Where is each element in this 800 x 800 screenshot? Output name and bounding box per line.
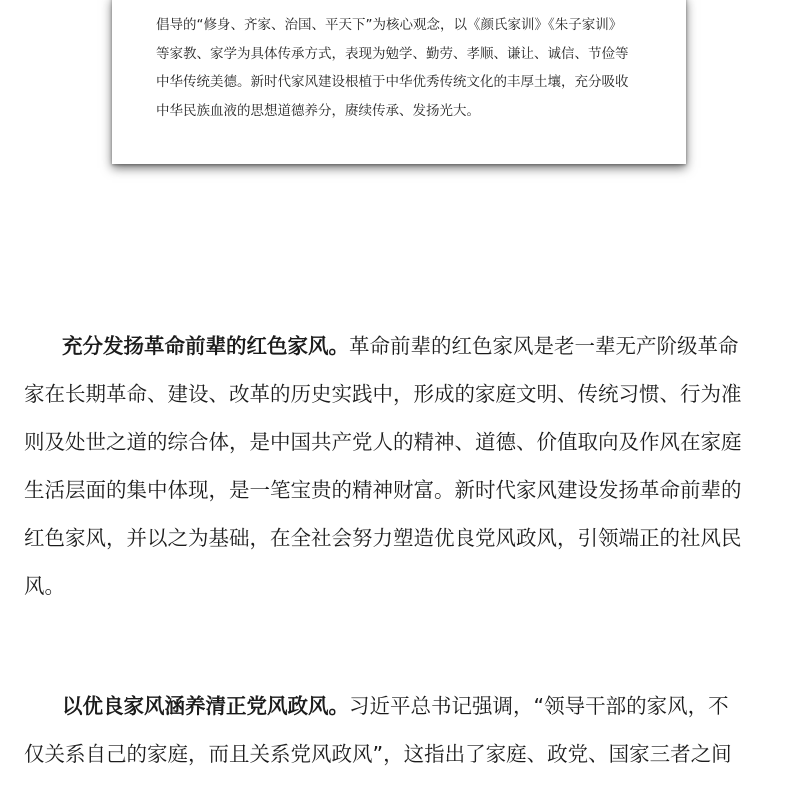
paragraph-first-line [24, 682, 784, 730]
paragraph-red-family-style [24, 322, 784, 610]
card-line: 中华民族血液的思想道德养分，赓续传承、发扬光大。 [156, 102, 480, 119]
paragraph-heading: 以优良家风涵养清正党风政风。 [62, 694, 349, 718]
paragraph-line: 生活层面的集中体现，是一笔宝贵的精神财富。新时代家风建设发扬革命前辈的 [24, 478, 742, 502]
paragraph-text: 习近平总书记强调，“领导干部的家风，不 [349, 694, 729, 718]
paragraph-line: 则及处世之道的综合体，是中国共产党人的精神、道德、价值取向及作风在家庭 [24, 430, 742, 454]
intro-quote-card [112, 0, 686, 164]
paragraph-line: 风。 [24, 574, 65, 598]
paragraph-line: 家在长期革命、建设、改革的历史实践中，形成的家庭文明、传统习惯、行为准 [24, 382, 742, 406]
card-line: 等家教、家学为具体传承方式，表现为勉学、勤劳、孝顺、谦让、诚信、节俭等 [156, 45, 629, 62]
paragraph-line: 红色家风，并以之为基础，在全社会努力塑造优良党风政风，引领端正的社风民 [24, 526, 742, 550]
card-line: 中华传统美德。新时代家风建设根植于中华优秀传统文化的丰厚土壤，充分吸收 [156, 74, 629, 90]
paragraph-party-style [24, 682, 784, 778]
paragraph-text: 革命前辈的红色家风是老一辈无产阶级革命 [349, 334, 739, 358]
paragraph-heading: 充分发扬革命前辈的红色家风。 [62, 334, 349, 358]
card-line: 倡导的“修身、齐家、治国、平天下”为核心观念，以《颜氏家训》《朱子家训》 [156, 17, 623, 33]
paragraph-first-line [24, 322, 784, 370]
paragraph-line: 仅关系自己的家庭，而且关系党风政风”，这指出了家庭、政党、国家三者之间 [24, 742, 732, 766]
